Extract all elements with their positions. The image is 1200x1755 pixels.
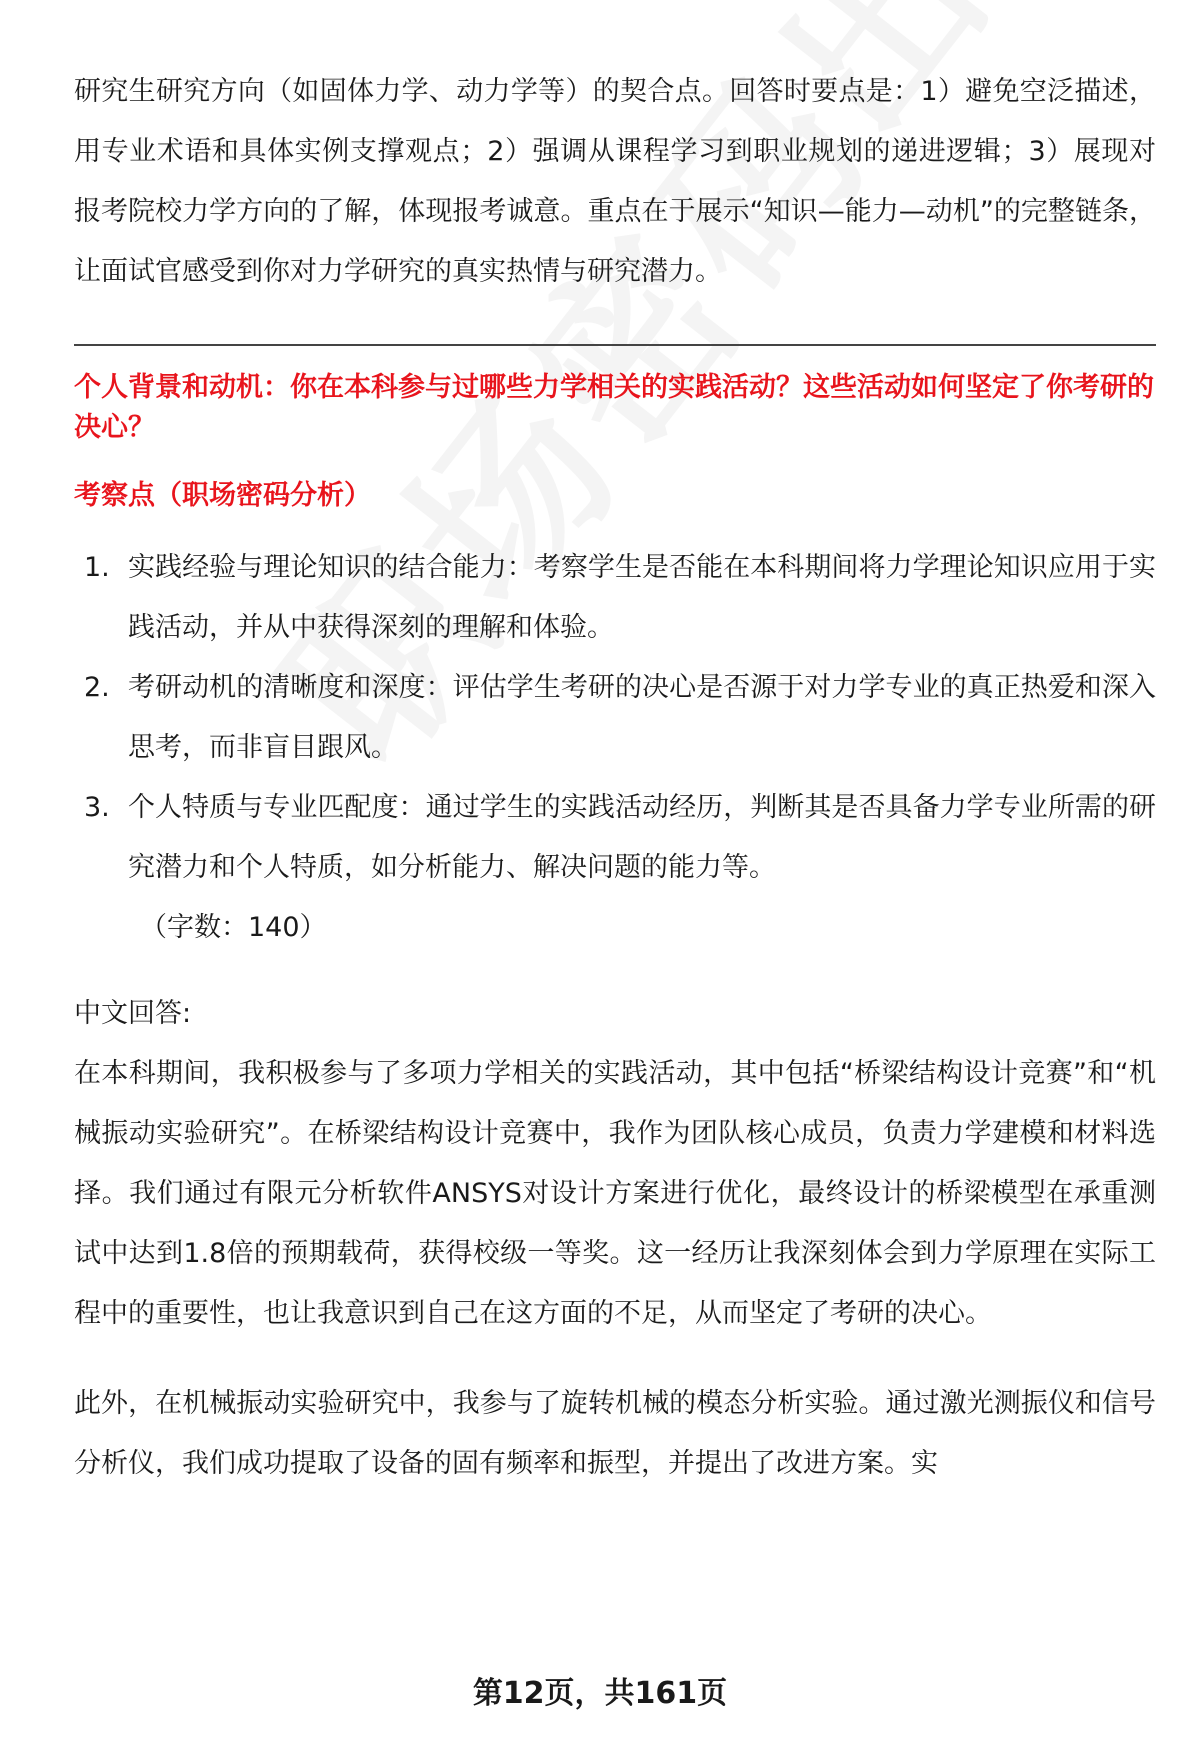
list-number: 2. [84, 672, 110, 703]
list-item [74, 658, 1156, 778]
intro-paragraph: 研究生研究方向（如固体力学、动力学等）的契合点。回答时要点是：1）避免空泛描述，用专业术语和具体实例支撑观点；2）强调从课程学习到职业规划的递进逻辑；3）展现对报考院校力学方向的了解，体现报考诚意。重点在于展示“知识—能力—动机”的完整链条，让面试官感受到你对力学研究的真实热情与研究潜力。 [74, 76, 1156, 287]
list-number: 1. [84, 552, 110, 583]
list-item-text: 个人特质与专业匹配度：通过学生的实践活动经历，判断其是否具备力学专业所需的研究潜力和个人特质，如分析能力、解决问题的能力等。 [128, 792, 1156, 883]
answer-heading: 中文回答: [74, 998, 192, 1029]
question-heading: 个人背景和动机：你在本科参与过哪些力学相关的实践活动？这些活动如何坚定了你考研的决心？ [74, 372, 1154, 443]
answer-paragraph: 此外，在机械振动实验研究中，我参与了旋转机械的模态分析实验。通过激光测振仪和信号分析仪，我们成功提取了设备的固有频率和振型，并提出了改进方案。实 [74, 1388, 1156, 1479]
section-divider [74, 344, 1156, 346]
list-item-text: 实践经验与理论知识的结合能力：考察学生是否能在本科期间将力学理论知识应用于实践活动，并从中获得深刻的理解和体验。 [128, 552, 1156, 643]
answer-paragraph: 在本科期间，我积极参与了多项力学相关的实践活动，其中包括“桥梁结构设计竞赛”和“机械振动实验研究”。在桥梁结构设计竞赛中，我作为团队核心成员，负责力学建模和材料选择。我们通过有限元分析软件ANSYS对设计方案进行优化，最终设计的桥梁模型在承重测试中达到1.8倍的预期载荷，获得校级一等奖。这一经历让我深刻体会到力学原理在实际工程中的重要性，也让我意识到自己在这方面的不足，从而坚定了考研的决心。 [74, 1058, 1156, 1329]
word-count: （字数：140） [140, 912, 327, 943]
document-page [74, 62, 1156, 1494]
list-number: 3. [84, 792, 110, 823]
assessment-list [74, 538, 1156, 898]
list-item [74, 778, 1156, 898]
list-item-text: 考研动机的清晰度和深度：评估学生考研的决心是否源于对力学专业的真正热爱和深入思考，而非盲目跟风。 [128, 672, 1156, 763]
assessment-heading: 考察点（职场密码分析） [74, 480, 371, 511]
list-item [74, 538, 1156, 658]
page-footer: 第12页，共161页 [472, 1676, 728, 1711]
